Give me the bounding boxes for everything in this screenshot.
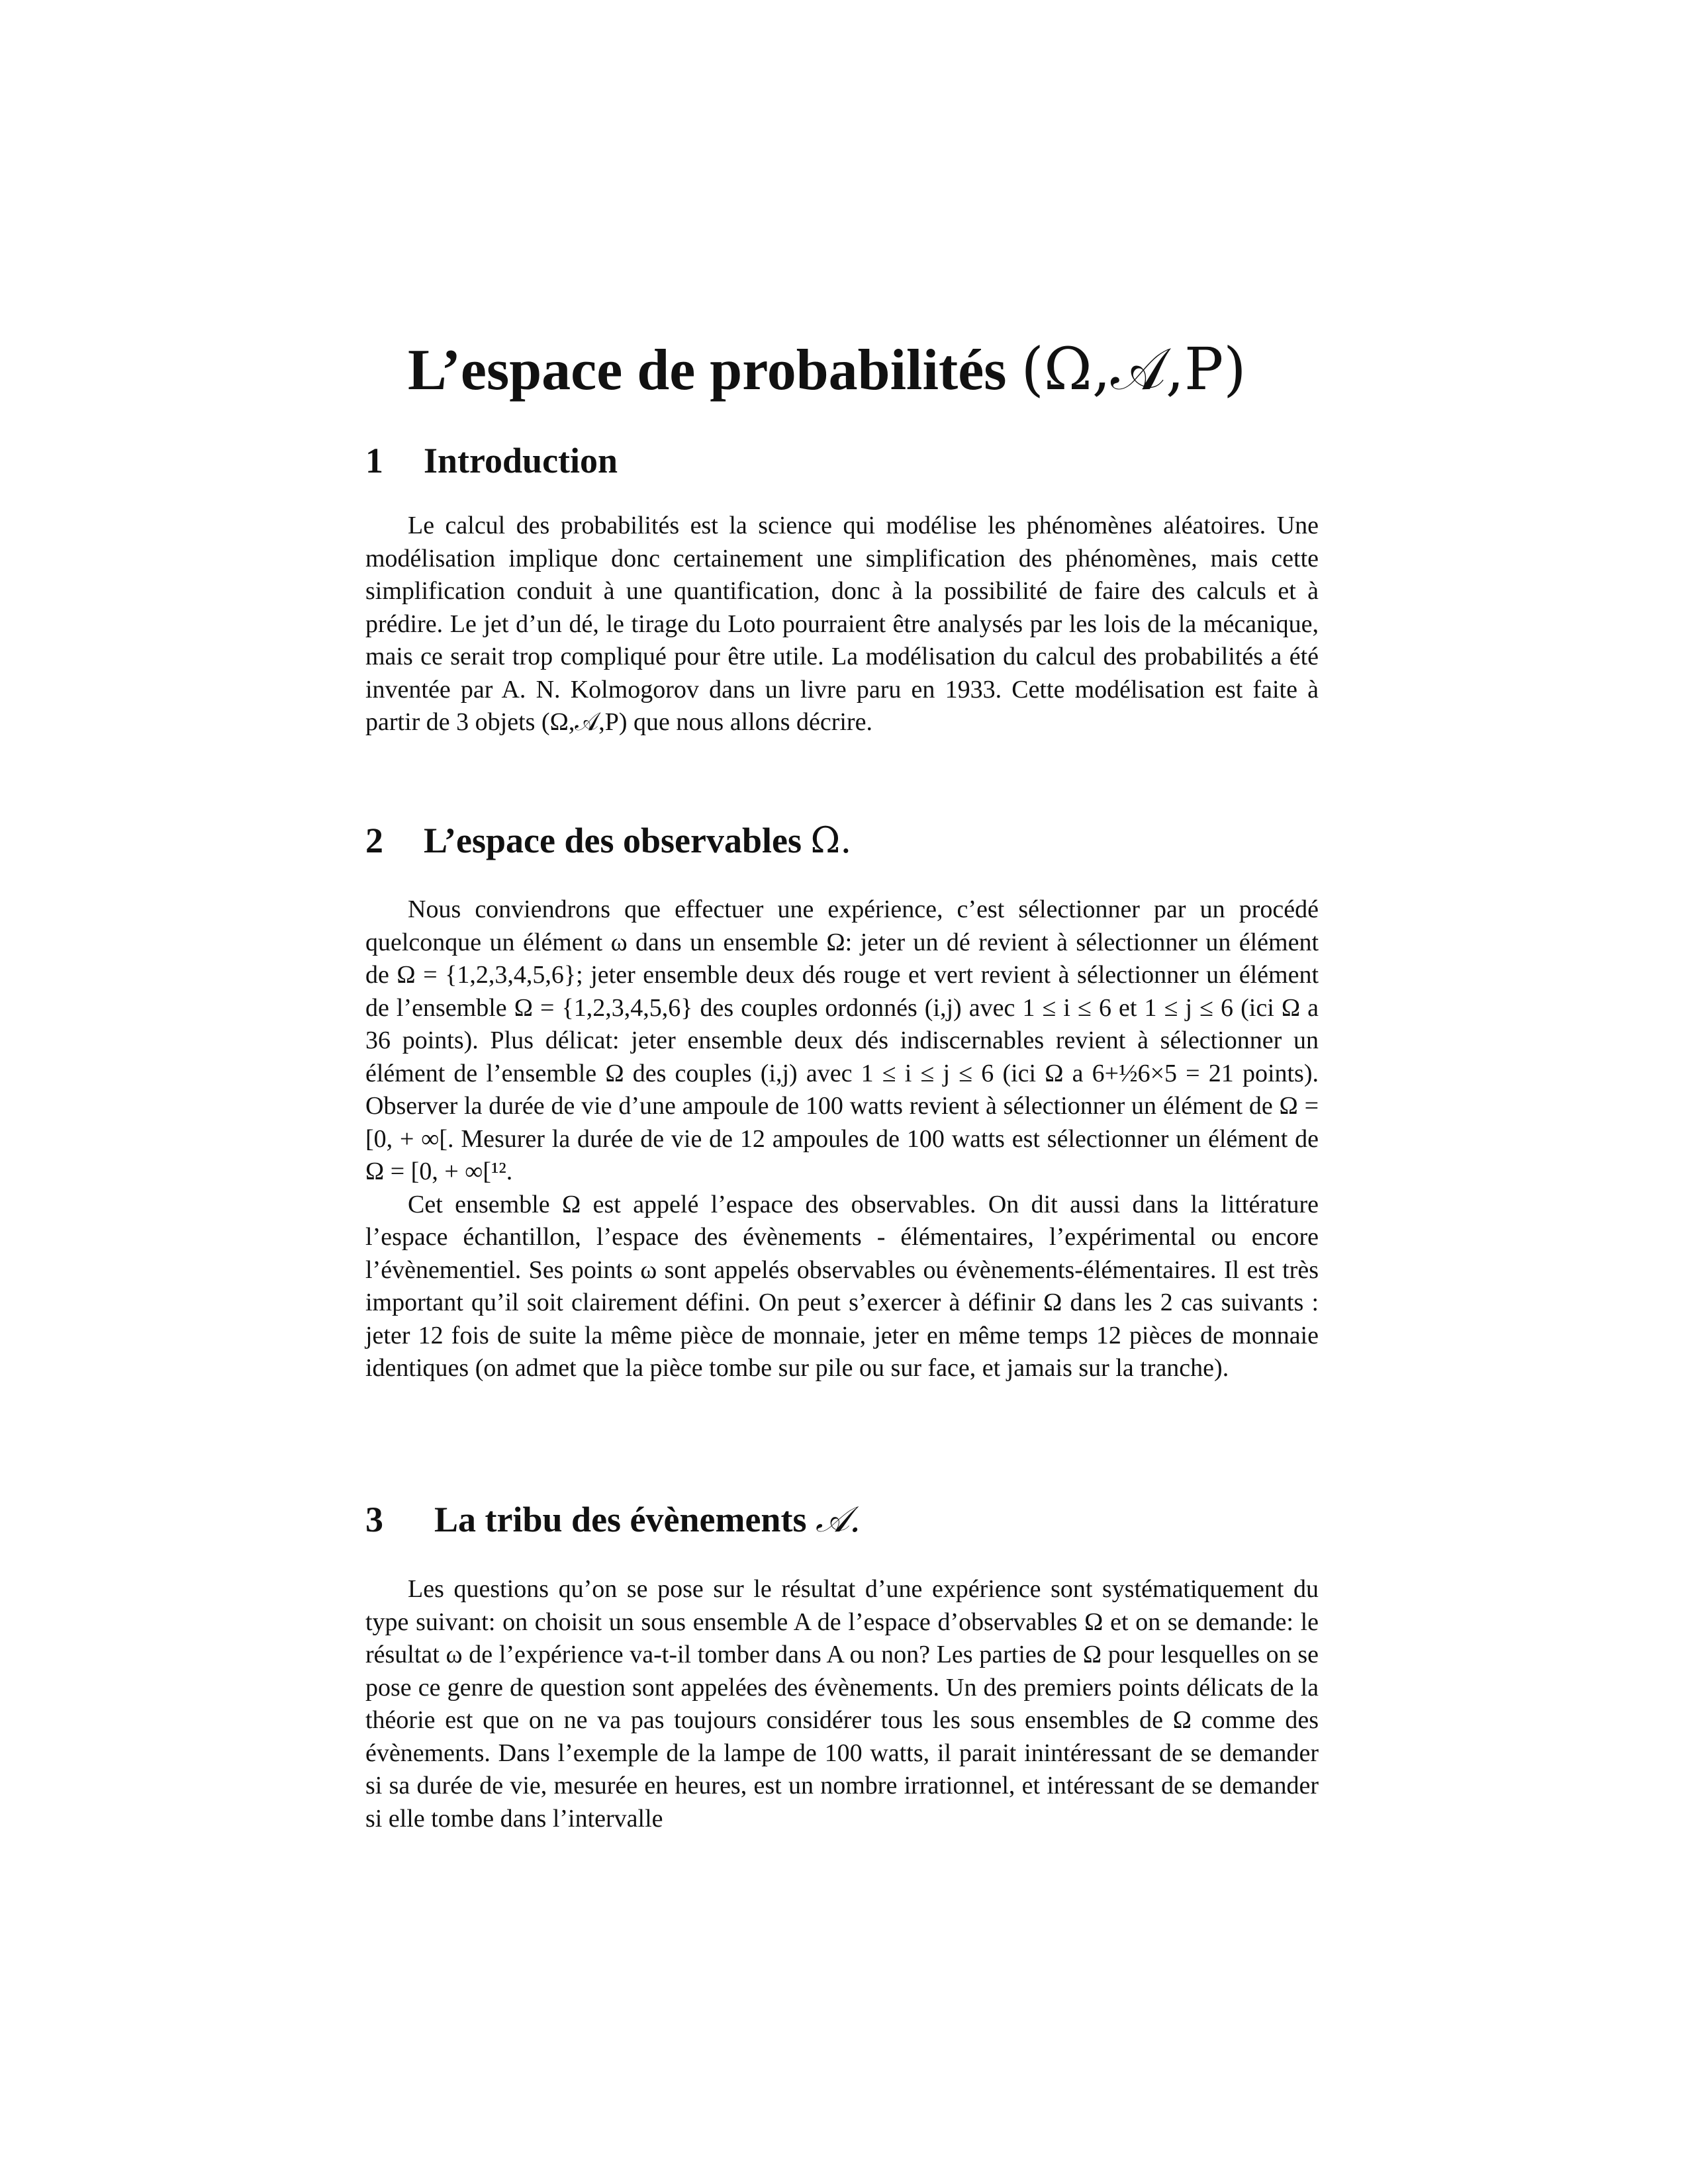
section-2-title: L’espace des observables xyxy=(424,821,802,860)
document-title-text: L’espace de probabilités xyxy=(408,338,1007,402)
section-1-paragraph-1: Le calcul des probabilités est la science qui modélise les phénomènes aléatoires. Une modélisation implique donc certainement une simplification des phénomènes, mais cette simplification conduit à une quantification, donc à la possibilité de faire des calculs et à prédire. Le jet d’un dé, le tirage du Loto pourraient être analysés par les lois de la mécanique, mais ce serait trop compliqué pour être utile. La modélisation du calcul des probabilités a été inventée par A. N. Kolmogorov dans un livre paru en 1933. Cette modélisation est faite à partir de 3 objets (Ω,𝒜,P) que nous allons décrire. xyxy=(365,512,1319,736)
section-2-title-math: Ω. xyxy=(810,819,852,861)
section-2-heading xyxy=(365,819,851,862)
document-title xyxy=(408,334,1246,406)
paper-page xyxy=(365,0,1319,2184)
section-3-number: 3 xyxy=(365,1500,383,1539)
section-2-number: 2 xyxy=(365,821,383,860)
document-title-math: (Ω,𝒜,P) xyxy=(1021,335,1246,403)
section-2-paragraph-2: Cet ensemble Ω est appelé l’espace des observables. On dit aussi dans la littérature l’espace échantillon, l’espace des évènements - élémentaires, l’expérimental ou encore l’évènementiel. Ses points ω sont appelés observables ou évènements-élémentaires. Il est très important qu’il soit clairement défini. On peut s’exercer à définir Ω dans les 2 cas suivants : jeter 12 fois de suite la même pièce de monnaie, jeter en même temps 12 pièces de monnaie identiques (on admet que la pièce tombe sur pile ou sur face, et jamais sur la tranche). xyxy=(365,1190,1319,1382)
section-3-heading xyxy=(365,1498,861,1541)
section-1-heading xyxy=(365,439,618,482)
section-2-paragraph-1: Nous conviendrons que effectuer une expérience, c’est sélectionner par un procédé quelconque un élément ω dans un ensemble Ω: jeter un dé revient à sélectionner un élément de Ω = {1,2,3,4,5,6}; jeter ensemble deux dés rouge et vert revient à sélectionner un élément de l’ensemble Ω = {1,2,3,4,5,6} des couples ordonnés (i,j) avec 1 ≤ i ≤ 6 et 1 ≤ j ≤ 6 (ici Ω a 36 points). Plus délicat: jeter ensemble deux dés indiscernables revient à sélectionner un élément de l’ensemble Ω des couples (i,j) avec 1 ≤ i ≤ j ≤ 6 (ici Ω a 6+½6×5 = 21 points). Observer la durée de vie d’une ampoule de 100 watts revient à sélectionner un élément de Ω = [0, + ∞[. Mesurer la durée de vie de 12 ampoules de 100 watts est sélectionner un élément de Ω = [0, + ∞[¹². xyxy=(365,895,1319,1185)
section-3-paragraph-1: Les questions qu’on se pose sur le résultat d’une expérience sont systématiquement du type suivant: on choisit un sous ensemble A de l’espace d’observables Ω et on se demande: le résultat ω de l’expérience va-t-il tomber dans A ou non? Les parties de Ω pour lesquelles on se pose ce genre de question sont appelées des évènements. Un des premiers points délicats de la théorie est que on ne va pas toujours considérer tous les sous ensembles de Ω comme des évènements. Dans l’exemple de la lampe de 100 watts, il parait inintéressant de se demander si sa durée de vie, mesurée en heures, est un nombre irrationnel, et intéressant de se demander si elle tombe dans l’intervalle xyxy=(365,1575,1319,1833)
section-2-body xyxy=(365,893,1319,1385)
section-1-title: Introduction xyxy=(424,441,618,480)
section-3-title-math: 𝒜. xyxy=(815,1498,861,1540)
section-3-title: La tribu des évènements xyxy=(434,1500,807,1539)
section-1-number: 1 xyxy=(365,441,383,480)
